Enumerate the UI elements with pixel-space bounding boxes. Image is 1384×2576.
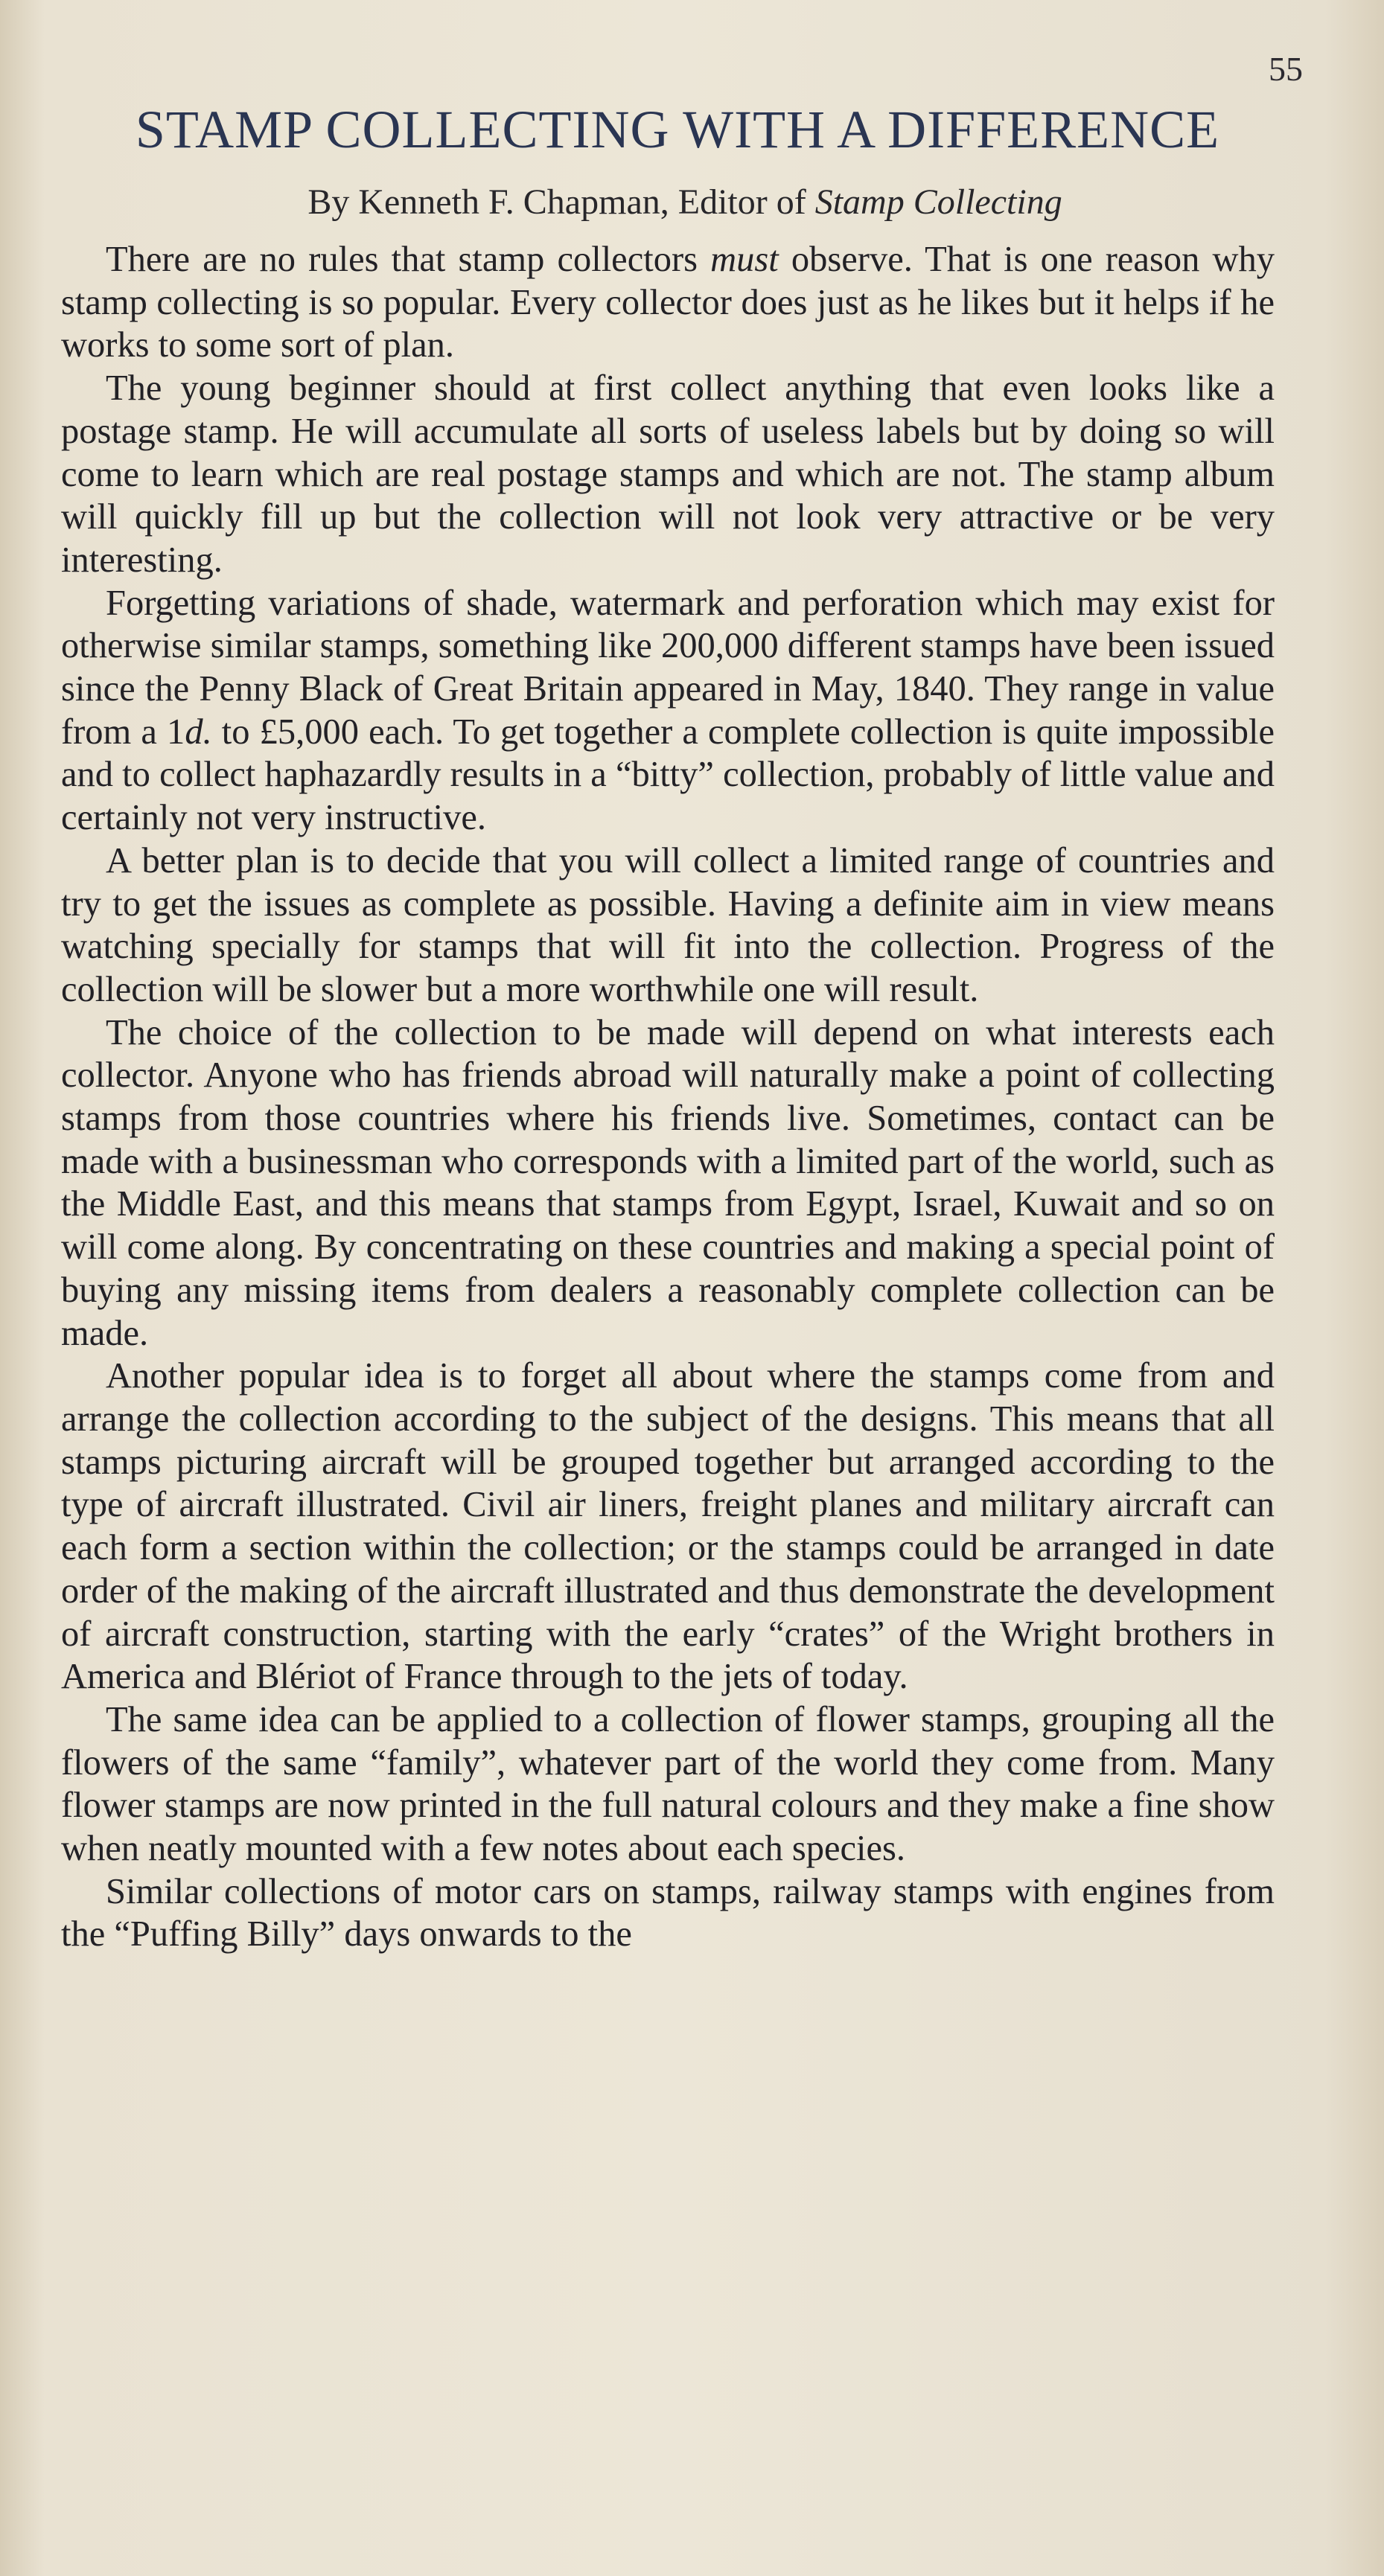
paragraph-6: Another popular idea is to forget all about where the stamps come from and arrange the collection according to the subject of the designs. This means that all stamps picturing aircraft will be grouped together but arranged according to the type of aircraft illustrated. Civil air liners, freight planes and military aircraft can each form a section within the collection; or the stamps could be arranged in date order of the making of the aircraft illustrated and thus demonstrate the development of aircraft construction, starting with the early “crates” of the Wright brothers in America and Blériot of France through to the jets of today.: [61, 1356, 1275, 1697]
paragraph-3-emphasis: d.: [185, 712, 212, 752]
paragraph-2: The young beginner should at first collect anything that even looks like a postage stamp. He will accumulate all sorts of useless labels but by doing so will come to learn which are real postage stamps and which are not. The stamp album will quickly fill up but the collection will not look very attractive or be very interesting.: [61, 368, 1275, 580]
paragraph-5: The choice of the collection to be made will depend on what interests each collector. Anyone who has friends abroad will naturally make a point of collecting stamps from those countries where his friends live. Sometimes, contact can be made with a businessman who corresponds with a limited part of the world, such as the Middle East, and this means that stamps from Egypt, Israel, Kuwait and so on will come along. By concentrating on these countries and making a special point of buying any missing items from dealers a reasonably complete collection can be made.: [61, 1012, 1275, 1353]
article-title: STAMP COLLECTING WITH A DIFFERENCE: [135, 100, 1220, 159]
paragraph-8: Similar collections of motor cars on stamps, railway stamps with engines from the “Puffing Billy” days onwards to the: [61, 1871, 1275, 1955]
paragraph-3-text-a: Forgetting variations of shade, watermark and perforation which may exist for otherwise similar stamps, something like 200,000 different stamps have been issued since the Penny Black of Great Britain appeared in May, 1840. They range in value from a 1: [61, 583, 1275, 752]
page-number: 55: [1269, 50, 1303, 88]
paragraph-3-text-b: to £5,000 each. To get together a complete collection is quite impossible and to collect haphazardly results in a “bitty” collection, probably of little value and certainly not very instructive.: [61, 712, 1275, 838]
paragraph-3: [61, 582, 1275, 840]
paragraph-7: The same idea can be applied to a collection of flower stamps, grouping all the flowers of the same “family”, whatever part of the world they come from. Many flower stamps are now printed in the full natural colours and they make a fine show when neatly mounted with a few notes about each species.: [61, 1699, 1275, 1869]
paragraph-1-emphasis: must: [710, 240, 779, 279]
paragraph-1: [61, 238, 1275, 367]
byline-author: By Kenneth F. Chapman, Editor of: [307, 182, 815, 222]
article-byline: [104, 182, 1266, 222]
paragraph-1-text-b: observe. That is one reason why stamp collecting is so popular. Every collector does just as he likes but it helps if he works to some sort of plan.: [61, 240, 1275, 365]
byline-publication: Stamp Collecting: [814, 182, 1062, 222]
article-body: [61, 238, 1275, 1956]
paragraph-4: A better plan is to decide that you will collect a limited range of countries and try to get the issues as complete as possible. Having a definite aim in view means watching specially for stamps that will fit into the collection. Progress of the collection will be slower but a more worthwhile one will result.: [61, 840, 1275, 1009]
paragraph-1-text-a: There are no rules that stamp collectors: [106, 240, 711, 279]
